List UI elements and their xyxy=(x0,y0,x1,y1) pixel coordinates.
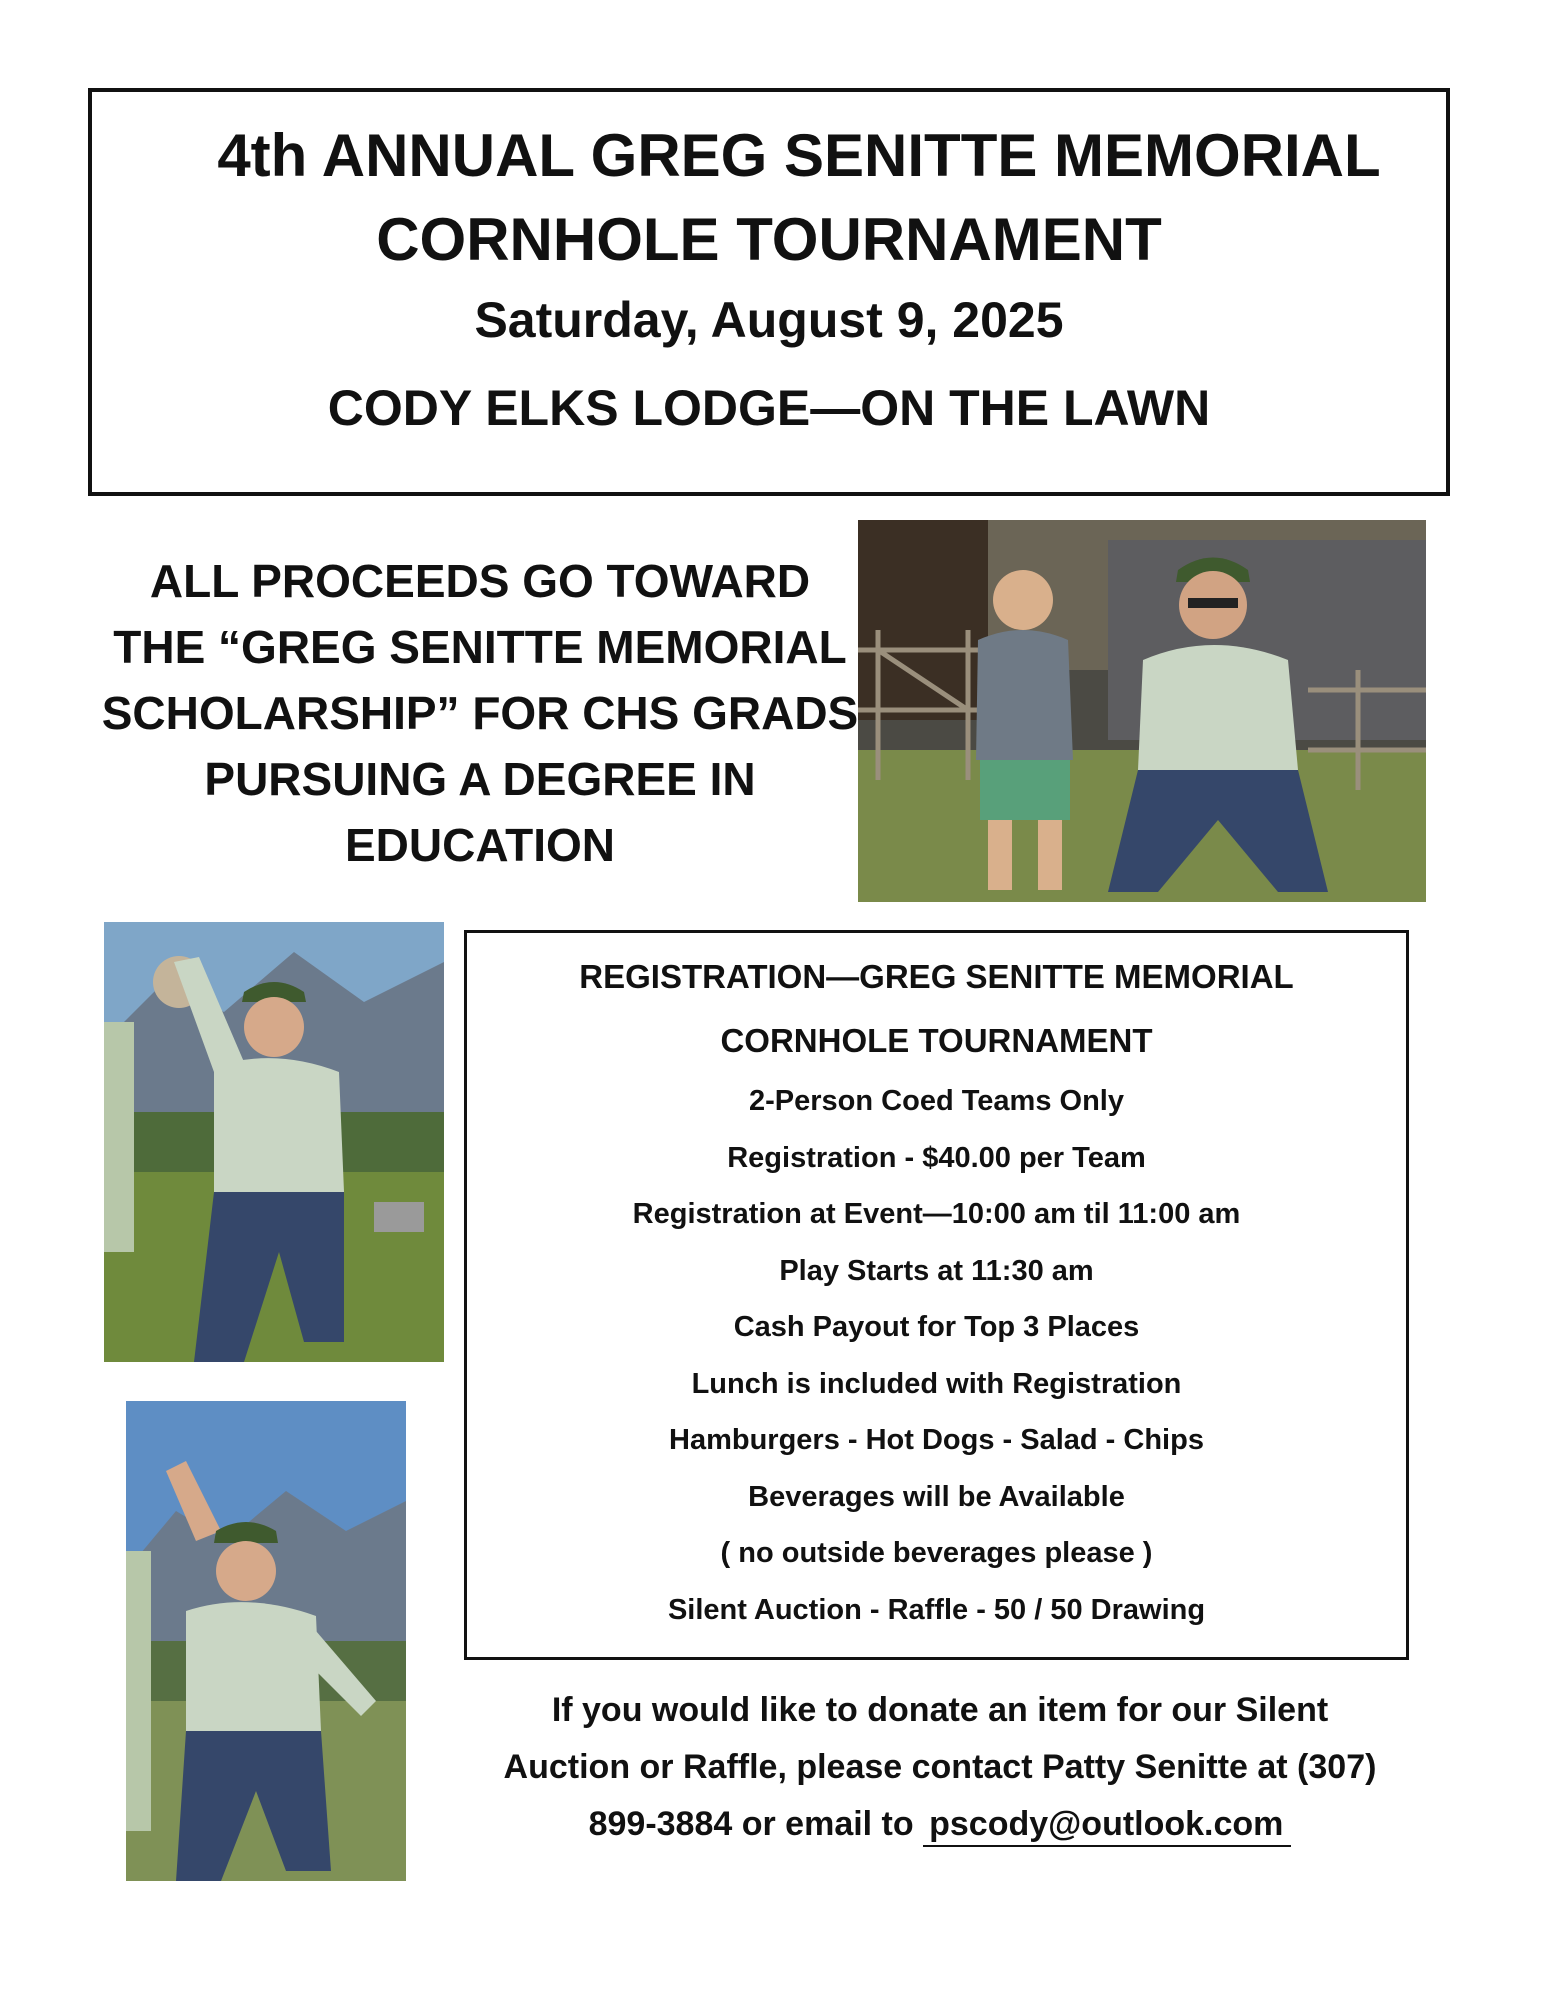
event-date: Saturday, August 9, 2025 xyxy=(474,292,1064,348)
registration-heading-line2: CORNHOLE TOURNAMENT xyxy=(720,1022,1153,1059)
registration-detail: 2-Person Coed Teams Only xyxy=(749,1085,1124,1117)
event-title-line2: CORNHOLE TOURNAMENT xyxy=(376,206,1162,273)
donation-line2: Auction or Raffle, please contact Patty Senitte at (307) xyxy=(503,1748,1377,1786)
event-title-line1: 4th ANNUAL GREG SENITTE MEMORIAL xyxy=(217,122,1381,189)
registration-detail: Hamburgers - Hot Dogs - Salad - Chips xyxy=(669,1424,1204,1456)
donation-line3 xyxy=(470,1796,1410,1853)
proceeds-line: EDUCATION xyxy=(344,819,616,871)
photo-man-throwing xyxy=(104,922,444,1362)
registration-detail: Silent Auction - Raffle - 50 / 50 Drawing xyxy=(667,1593,1206,1626)
photo-man-throwing-image xyxy=(104,922,444,1362)
proceeds-line: THE “GREG SENITTE MEMORIAL xyxy=(113,621,847,673)
proceeds-line: PURSUING A DEGREE IN xyxy=(204,753,756,805)
proceeds-line: ALL PROCEEDS GO TOWARD xyxy=(149,555,811,607)
donation-info xyxy=(470,1682,1410,1853)
donation-line3-prefix: 899-3884 or email to xyxy=(588,1805,914,1843)
registration-detail: Lunch is included with Registration xyxy=(691,1367,1182,1400)
registration-box xyxy=(464,930,1409,1660)
donation-line1: If you would like to donate an item for our Silent xyxy=(551,1691,1329,1729)
proceeds-statement xyxy=(100,548,860,878)
event-venue: CODY ELKS LODGE—ON THE LAWN xyxy=(327,380,1211,436)
photo-man-and-boy xyxy=(858,520,1426,902)
registration-detail: ( no outside beverages please ) xyxy=(720,1537,1153,1569)
photo-man-celebrating-image xyxy=(126,1401,406,1881)
proceeds-line: SCHOLARSHIP” FOR CHS GRADS xyxy=(101,687,859,739)
registration-heading-line1: REGISTRATION—GREG SENITTE MEMORIAL xyxy=(579,958,1294,995)
email-link[interactable]: pscody@outlook.com xyxy=(923,1805,1291,1847)
photo-man-and-boy-image xyxy=(858,520,1426,902)
registration-detail: Cash Payout for Top 3 Places xyxy=(733,1311,1140,1343)
registration-detail: Play Starts at 11:30 am xyxy=(779,1254,1094,1287)
registration-detail: Registration - $40.00 per Team xyxy=(727,1141,1146,1174)
registration-detail: Registration at Event—10:00 am til 11:00 am xyxy=(632,1198,1241,1230)
photo-man-celebrating xyxy=(126,1401,406,1881)
header-box xyxy=(88,88,1450,496)
registration-detail: Beverages will be Available xyxy=(748,1480,1125,1513)
